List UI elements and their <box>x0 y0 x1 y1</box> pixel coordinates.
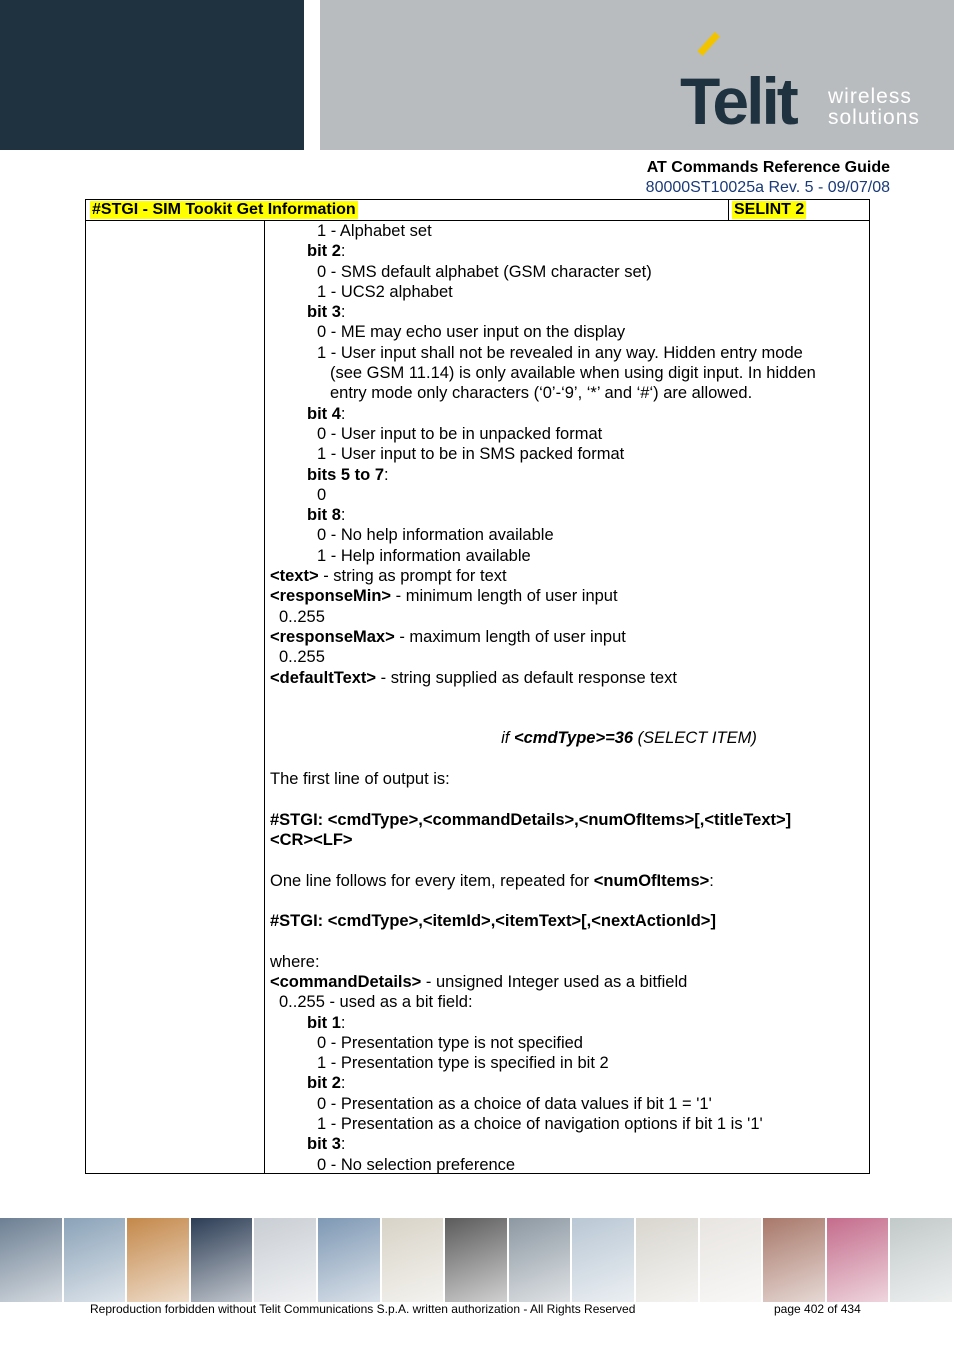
text-line <box>270 485 868 505</box>
line-rest: - unsigned Integer used as a bitfield <box>421 972 688 991</box>
text-line <box>270 647 868 667</box>
text-line <box>270 546 868 566</box>
line-bold: <CR><LF> <box>270 830 353 849</box>
line-text: where: <box>270 952 320 971</box>
text-line <box>270 465 868 485</box>
line-bold: bit 8 <box>307 506 341 525</box>
line-text: 0 - ME may echo user input on the display <box>317 323 626 342</box>
text-line <box>270 972 868 992</box>
line-text: entry mode only characters (‘0’-‘9’, ‘*’ and ‘#‘) are allowed. <box>330 384 753 403</box>
line-text: 0 - Presentation as a choice of data values if bit 1 = '1' <box>317 1094 712 1113</box>
text-line <box>270 728 868 748</box>
line-rest: : <box>340 1135 346 1154</box>
text-line <box>270 1114 868 1134</box>
text-line <box>270 952 868 972</box>
text-line <box>270 241 868 261</box>
text-line <box>270 424 868 444</box>
text-line <box>270 810 868 830</box>
text-line <box>270 992 868 1012</box>
line-rest: : <box>340 1074 346 1093</box>
line-bold: <defaultText> <box>270 668 377 687</box>
line-bold: bit 3 <box>307 303 341 322</box>
footer-photo-strip <box>0 1218 954 1302</box>
text-line <box>270 262 868 282</box>
blank-line <box>270 749 868 769</box>
line-bold: <responseMax> <box>270 627 395 646</box>
text-line <box>270 668 868 688</box>
text-line <box>270 607 868 627</box>
blank-line <box>270 850 868 870</box>
document-code: 80000ST10025a Rev. 5 - 09/07/08 <box>645 179 890 196</box>
strip-photo <box>382 1218 446 1302</box>
text-line <box>270 322 868 342</box>
line-text: 1 - UCS2 alphabet <box>317 282 453 301</box>
line-bold: bit 2 <box>307 1074 341 1093</box>
strip-photo <box>127 1218 191 1302</box>
blank-line <box>270 931 868 951</box>
text-line <box>270 1013 868 1033</box>
document-title: AT Commands Reference Guide <box>646 159 890 176</box>
text-line <box>270 525 868 545</box>
line-text: 0 - Presentation type is not specified <box>317 1033 583 1052</box>
line-bold: #STGI: <cmdType>,<commandDetails>,<numOfItems>[,<titleText>] <box>270 810 792 829</box>
text-line <box>270 769 868 789</box>
strip-photo <box>191 1218 255 1302</box>
text-line <box>270 1155 868 1175</box>
strip-photo <box>890 1218 954 1302</box>
line-rest: - minimum length of user input <box>391 587 618 606</box>
text-line <box>270 1033 868 1053</box>
line-text: 0..255 <box>279 607 325 626</box>
line-text: 1 - Presentation type is specified in bit 2 <box>317 1054 609 1073</box>
description-body <box>270 221 868 1175</box>
line-rest: - string supplied as default response text <box>376 668 677 687</box>
strip-photo <box>636 1218 700 1302</box>
blank-line <box>270 789 868 809</box>
text-line <box>270 221 868 241</box>
text-line <box>270 404 868 424</box>
text-line <box>270 586 868 606</box>
selint-badge: SELINT 2 <box>734 201 805 218</box>
text-line <box>270 505 868 525</box>
text-line <box>270 1073 868 1093</box>
line-text: 0 - No selection preference <box>317 1155 516 1174</box>
strip-photo <box>827 1218 891 1302</box>
text-line <box>270 383 868 403</box>
line-text: 0 <box>317 485 327 504</box>
text-line <box>270 363 868 383</box>
line-text: 1 - Presentation as a choice of navigation options if bit 1 is '1' <box>317 1115 763 1134</box>
telit-logo: Telit <box>680 64 796 138</box>
text-line <box>270 627 868 647</box>
line-bold: #STGI: <cmdType>,<itemId>,<itemText>[,<nextActionId>] <box>270 912 716 931</box>
line-bold: bit 1 <box>307 1013 341 1032</box>
line-bold: <numOfItems> <box>593 871 710 890</box>
command-table <box>85 199 870 1174</box>
strip-photo <box>572 1218 636 1302</box>
text-line <box>270 871 868 891</box>
line-text: 1 - Help information available <box>317 546 531 565</box>
line-text: The first line of output is: <box>270 770 450 789</box>
line-text: 0..255 - used as a bit field: <box>279 993 473 1012</box>
line-text: 0 - No help information available <box>317 526 554 545</box>
line-bold: bits 5 to 7 <box>307 465 385 484</box>
line-bold: bit 3 <box>307 1135 341 1154</box>
line-rest: : <box>709 871 714 890</box>
line-bold: <text> <box>270 567 319 586</box>
line-bold: <cmdType>=36 <box>513 729 634 748</box>
strip-photo <box>445 1218 509 1302</box>
strip-photo <box>254 1218 318 1302</box>
text-line <box>270 444 868 464</box>
header-divider <box>728 200 729 221</box>
text-line <box>270 1134 868 1154</box>
line-rest: - string as prompt for text <box>318 567 507 586</box>
line-bold: bit 2 <box>307 242 341 261</box>
text-line <box>270 343 868 363</box>
strip-photo <box>64 1218 128 1302</box>
line-text: 0..255 <box>279 648 325 667</box>
line-text: 1 - User input to be in SMS packed format <box>317 445 625 464</box>
line-rest: - maximum length of user input <box>394 627 626 646</box>
line-rest: : <box>384 465 389 484</box>
blank-line <box>270 891 868 911</box>
text-line <box>270 302 868 322</box>
line-bold: bit 4 <box>307 404 341 423</box>
line-rest: : <box>340 404 346 423</box>
blank-line <box>270 708 868 728</box>
line-rest: : <box>340 303 346 322</box>
copyright-notice: Reproduction forbidden without Telit Communications S.p.A. written authorization - All Rights Reserved <box>90 1302 636 1316</box>
command-title: #STGI - SIM Tookit Get Information <box>92 201 356 218</box>
logo-tagline-2: solutions <box>828 106 920 129</box>
strip-photo <box>318 1218 382 1302</box>
line-text: 0 - User input to be in unpacked format <box>317 424 603 443</box>
text-line <box>270 911 868 931</box>
table-header-row <box>86 200 869 221</box>
strip-photo <box>700 1218 764 1302</box>
line-text: 0 - SMS default alphabet (GSM character set) <box>317 262 652 281</box>
header-dark-panel <box>0 0 304 150</box>
text-line <box>270 1053 868 1073</box>
line-bold: <responseMin> <box>270 587 392 606</box>
line-text: (see GSM 11.14) is only available when using digit input. In hidden <box>330 364 816 383</box>
strip-photo <box>509 1218 573 1302</box>
line-text: 1 - User input shall not be revealed in any way. Hidden entry mode <box>317 343 803 362</box>
line-rest: (SELECT ITEM) <box>633 729 757 748</box>
line-rest: : <box>340 242 346 261</box>
line-text: if <box>501 729 514 748</box>
text-line <box>270 566 868 586</box>
logo-tagline-1: wireless <box>828 85 912 108</box>
line-bold: <commandDetails> <box>270 972 422 991</box>
line-text: 1 - Alphabet set <box>317 222 432 240</box>
text-line <box>270 1094 868 1114</box>
strip-photo <box>763 1218 827 1302</box>
text-line <box>270 282 868 302</box>
line-text: One line follows for every item, repeated for <box>270 871 594 890</box>
strip-photo <box>0 1218 64 1302</box>
line-rest: : <box>340 506 346 525</box>
page-number: page 402 of 434 <box>774 1302 861 1316</box>
line-rest: : <box>340 1013 346 1032</box>
blank-line <box>270 688 868 708</box>
text-line <box>270 830 868 850</box>
column-divider <box>264 221 265 1174</box>
